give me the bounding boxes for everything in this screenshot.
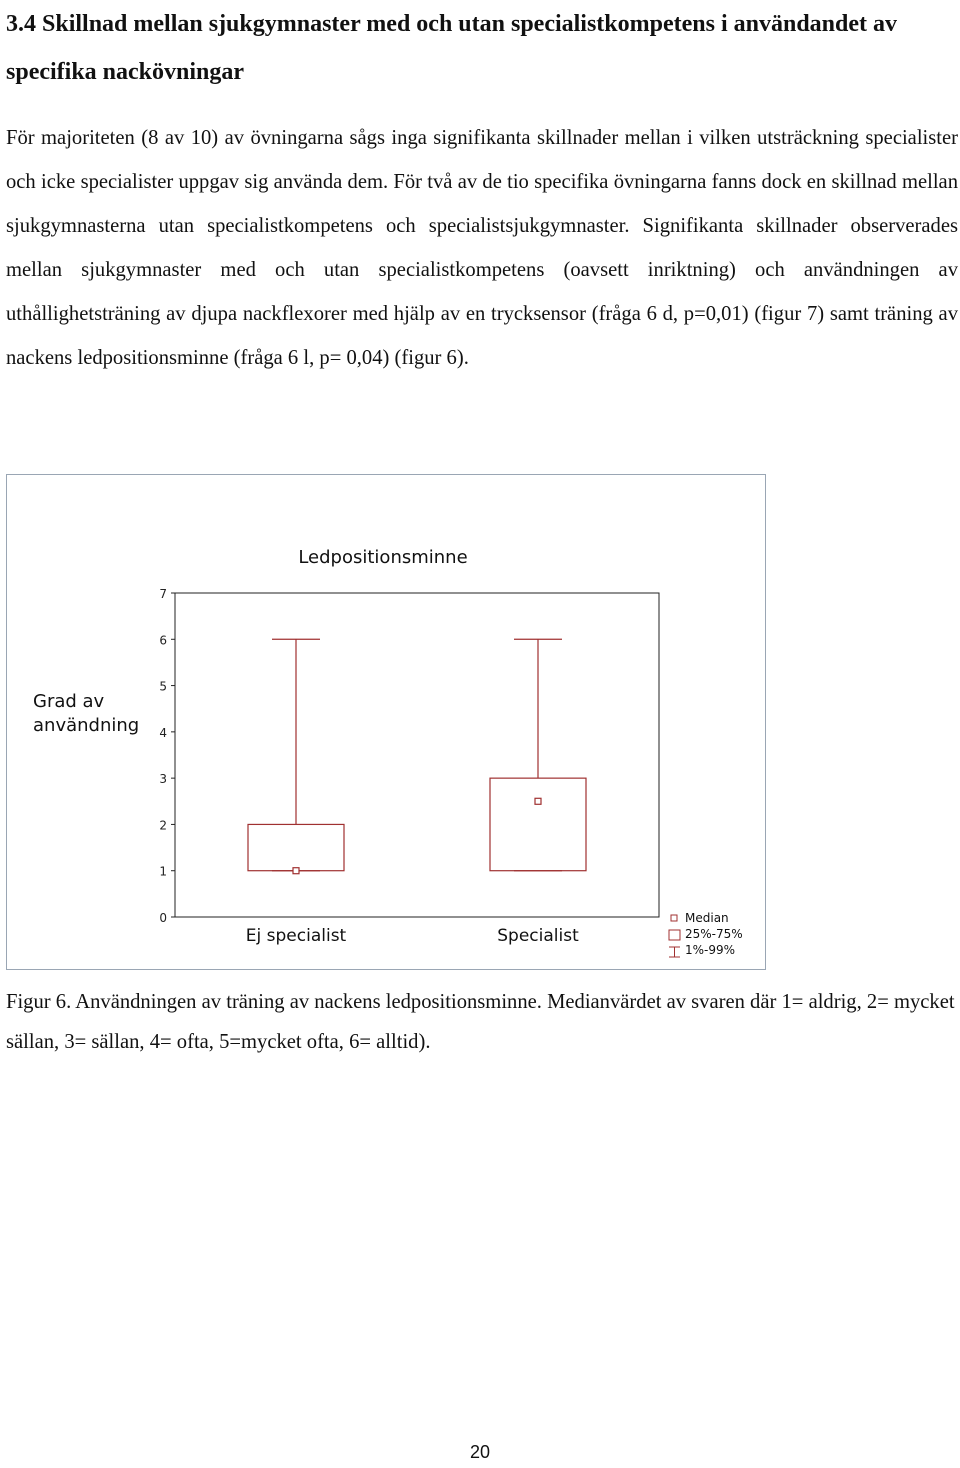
boxplot-chart <box>7 475 765 969</box>
iqr-box <box>248 824 344 870</box>
iqr-box <box>490 778 586 871</box>
chart-title: Ledpositionsminne <box>298 547 468 568</box>
body-paragraph: För majoriteten (8 av 10) av övningarna sågs inga signifikanta skillnader mellan i vilken utsträckning specialister och icke specialister uppgav sig använda dem. För två av de tio specifika övningarna fanns dock en skillnad mellan sjukgymnasterna utan specialistkompetens och specialistsjukgymnaster. Signifikanta skillnader observerades mellan sjukgymnaster med och utan specialistkompetens (oavsett inriktning) och användningen av uthållighetsträning av djupa nackflexorer med hjälp av en trycksensor (fråga 6 d, p=0,01) (figur 7) samt träning av nackens ledpositionsminne (fråga 6 l, p= 0,04) (figur 6). <box>6 127 958 369</box>
page-number: 20 <box>469 1442 491 1462</box>
y-tick-label: 4 <box>159 725 167 740</box>
y-tick-label: 0 <box>159 911 167 925</box>
legend-entry: 25%-75% <box>685 927 743 941</box>
legend-median-symbol <box>671 915 677 921</box>
y-tick-label: 3 <box>159 772 167 787</box>
y-tick-label: 5 <box>159 679 167 694</box>
y-tick-label: 7 <box>159 587 167 601</box>
median-marker <box>535 798 541 804</box>
figure-boxplot <box>6 474 766 970</box>
figure-caption: Figur 6. Användningen av träning av nackens ledpositionsminne. Medianvärdet av svaren där 1= aldrig, 2= mycket sällan, 3= sällan, 4= ofta, 5=mycket ofta, 6= alltid). <box>6 991 955 1053</box>
y-tick-label: 2 <box>159 818 167 833</box>
y-tick-label: 6 <box>159 633 167 648</box>
y-axis-label: Grad av <box>33 691 105 712</box>
legend-entry: 1%-99% <box>685 943 736 957</box>
median-marker <box>293 868 299 874</box>
legend-entry: Median <box>685 911 729 925</box>
x-category-label: Ej specialist <box>245 926 347 946</box>
x-category-label: Specialist <box>497 926 579 946</box>
legend-box-symbol <box>669 930 680 940</box>
section-heading: 3.4 Skillnad mellan sjukgymnaster med och utan specialistkompetens i användandet av specifika nackövningar <box>6 11 898 85</box>
y-axis-label: användning <box>33 715 140 736</box>
y-tick-label: 1 <box>159 864 167 879</box>
